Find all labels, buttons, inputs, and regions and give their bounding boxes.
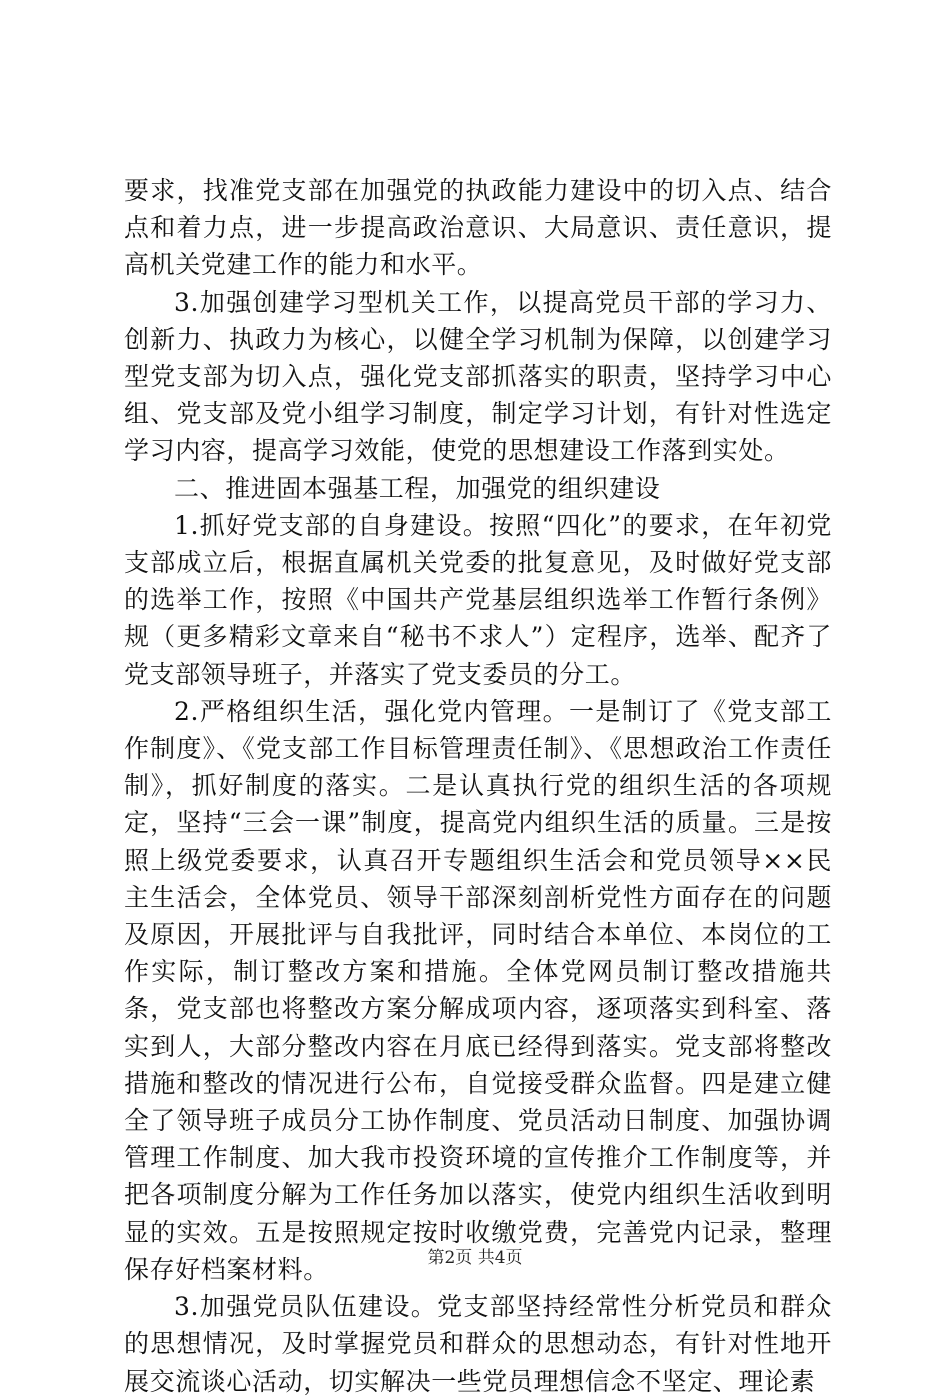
paragraph-item-3-study: 3.加强创建学习型机关工作，以提高党员干部的学习力、创新力、执政力为核心，以健全学习机制为保障，以创建学习型党支部为切入点，强化党支部抓落实的职责，坚持学习中心组、党支部及党小组学习制度，制定学习计划，有针对性选定学习内容，提高学习效能，使党的思想建设工作落到实处。 [124, 287, 832, 466]
document-body [124, 172, 832, 1400]
paragraph-item-3-members: 3.加强党员队伍建设。党支部坚持经常性分析党员和群众的思想情况，及时掌握党员和群众的思想动态，有针对性地开展交流谈心活动，切实解决一些党员理想信念不坚定、理论素 [124, 1292, 832, 1396]
page-number-footer: 第2页 共4页 [427, 1248, 523, 1268]
paragraph-item-1-branch: 1.抓好党支部的自身建设。按照“四化”的要求，在年初党支部成立后，根据直属机关党委的批复意见，及时做好党支部的选举工作，按照《中国共产党基层组织选举工作暂行条例》规（更多精彩文章来自“秘书不求人”）定程序，选举、配齐了党支部领导班子，并落实了党支委员的分工。 [124, 510, 832, 689]
section-heading-2: 二、推进固本强基工程，加强党的组织建设 [174, 473, 661, 503]
paragraph-item-2-organization: 2.严格组织生活，强化党内管理。一是制订了《党支部工作制度》、《党支部工作目标管理责任制》、《思想政治工作责任制》，抓好制度的落实。二是认真执行党的组织生活的各项规定，坚持“三会一课”制度，提高党内组织生活的质量。三是按照上级党委要求，认真召开专题组织生活会和党员领导××民主生活会，全体党员、领导干部深刻剖析党性方面存在的问题及原因，开展批评与自我批评，同时结合本单位、本岗位的工作实际，制订整改方案和措施。全体党网员制订整改措施共条，党支部也将整改方案分解成项内容，逐项落实到科室、落实到人，大部分整改内容在月底已经得到落实。党支部将整改措施和整改的情况进行公布，自觉接受群众监督。四是建立健全了领导班子成员分工协作制度、党员活动日制度、加强协调管理工作制度、加大我市投资环境的宣传推介工作制度等，并把各项制度分解为工作任务加以落实，使党内组织生活收到明显的实效。五是按照规定按时收缴党费，完善党内记录，整理保存好档案材料。 [124, 696, 832, 1284]
paragraph-continuation: 要求，找准党支部在加强党的执政能力建设中的切入点、结合点和着力点，进一步提高政治意识、大局意识、责任意识，提高机关党建工作的能力和水平。 [124, 176, 832, 280]
